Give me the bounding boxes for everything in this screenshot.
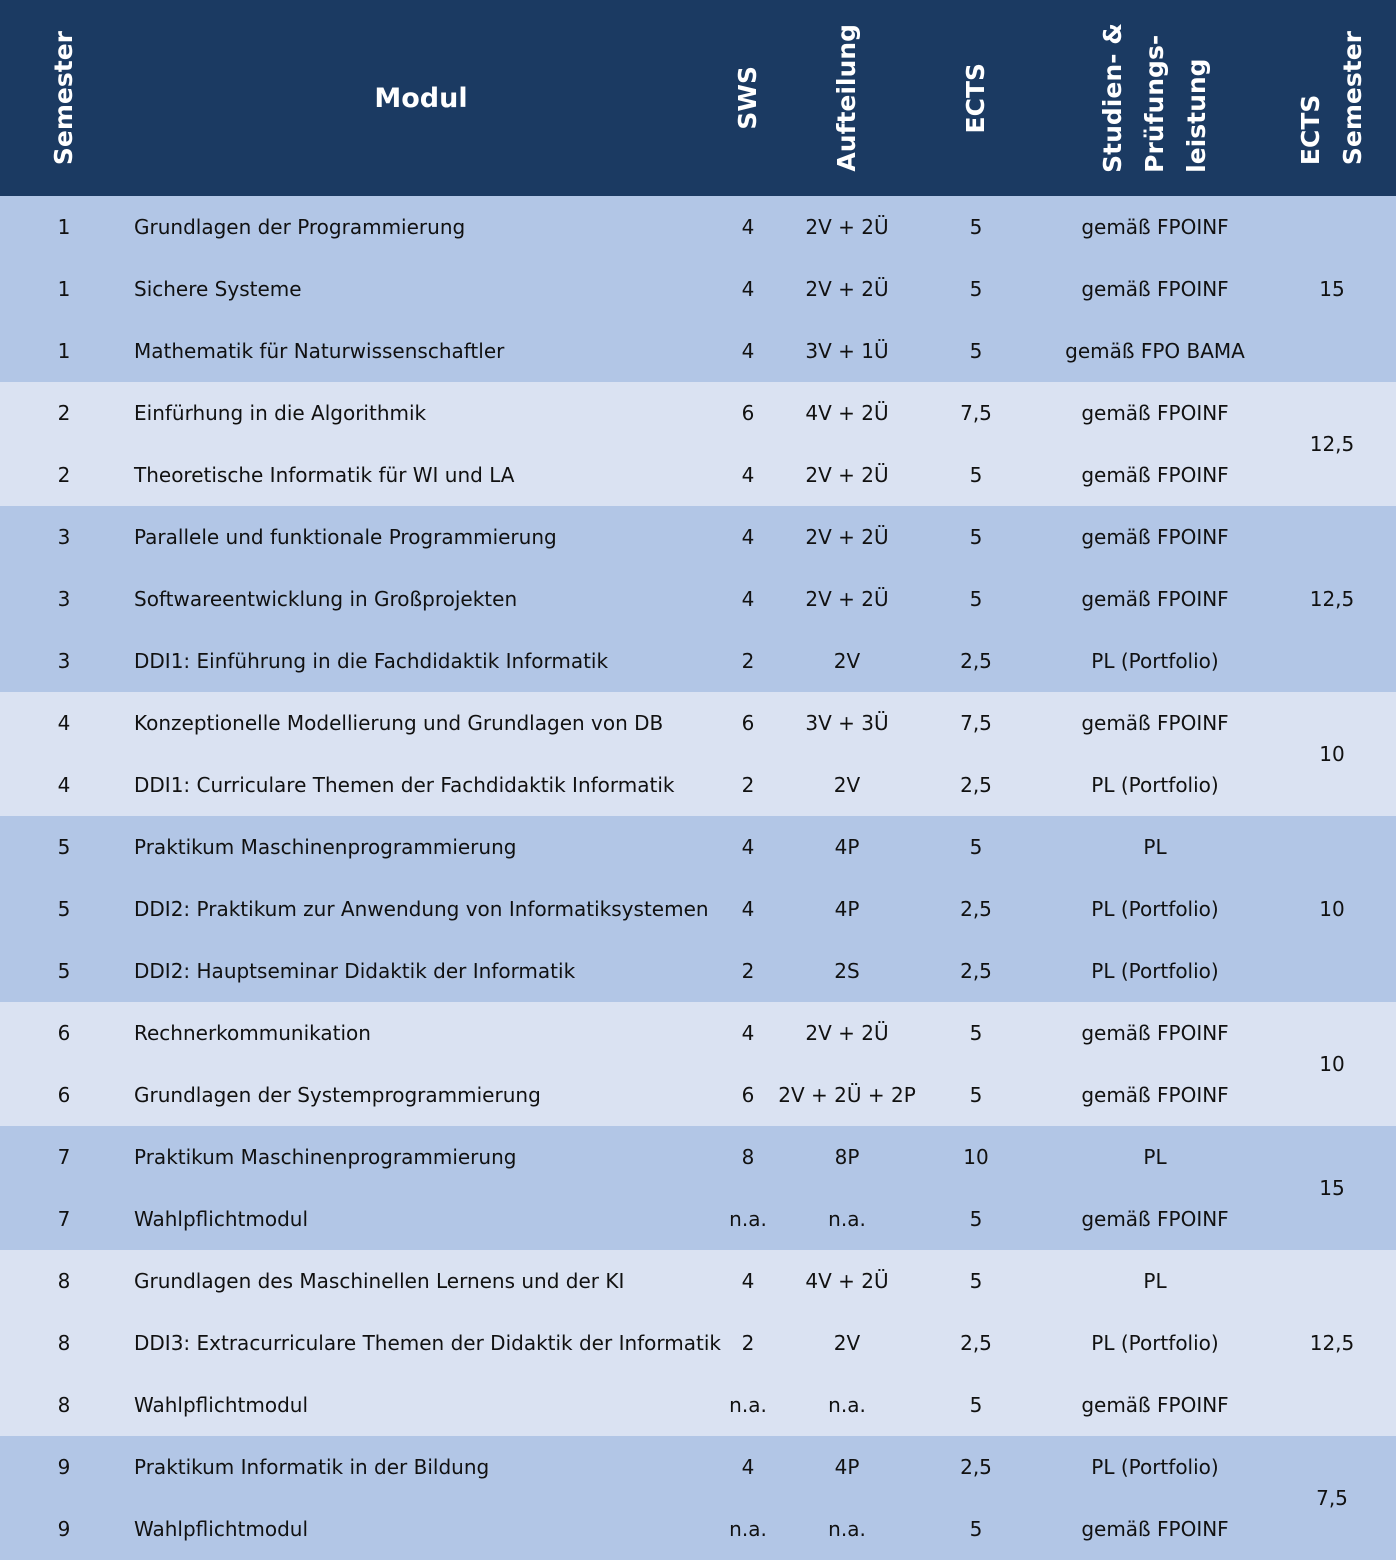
semester-cell: 9 [57,1455,71,1479]
semester-cell: 2 [57,463,71,487]
ects-cell: 7,5 [960,401,992,425]
leistung-cell: gemäß FPOINF [1081,525,1229,549]
sws-cell: 4 [741,277,755,301]
leistung-cell: PL [1143,835,1167,859]
semester-group [0,1250,1396,1436]
sws-cell: 6 [741,1083,755,1107]
semester-group [0,196,1396,382]
semester-cell: 6 [57,1083,71,1107]
ects-semester-cell: 15 [1319,1176,1345,1200]
header-semester [24,0,104,196]
header-aufteilung [772,0,922,196]
modul-cell: Einfürhung in die Algorithmik [134,401,427,425]
leistung-cell: gemäß FPOINF [1081,1021,1229,1045]
table-row [0,940,1396,1002]
modul-cell: Grundlagen der Programmierung [134,215,466,239]
ects-semester-cell: 12,5 [1309,587,1355,611]
sws-cell: 4 [741,525,755,549]
semester-group [0,1126,1396,1250]
table-row [0,754,1396,816]
ects-cell: 10 [963,1145,989,1169]
ects-semester-cell: 12,5 [1309,1331,1355,1355]
leistung-cell: PL [1143,1269,1167,1293]
table-row [0,382,1396,444]
table-row [0,1436,1396,1498]
aufteilung-cell: n.a. [828,1207,866,1231]
semester-cell: 1 [57,339,71,363]
semester-cell: 8 [57,1331,71,1355]
ects-semester-cell: 10 [1319,1052,1345,1076]
sws-cell: 2 [741,1331,755,1355]
ects-cell: 5 [969,1269,983,1293]
aufteilung-cell: 2V + 2Ü [805,525,889,549]
table-row [0,1064,1396,1126]
modul-cell: Sichere Systeme [134,277,302,301]
semester-cell: 3 [57,525,71,549]
leistung-cell: PL (Portfolio) [1091,959,1219,983]
modul-cell: Rechnerkommunikation [134,1021,371,1045]
table-row [0,1188,1396,1250]
sws-cell: n.a. [729,1207,767,1231]
semester-cell: 1 [57,277,71,301]
header-ects-semester-line2: Semester [1338,30,1367,166]
table-header [0,0,1396,196]
ects-cell: 5 [969,277,983,301]
aufteilung-cell: 2V + 2Ü [805,587,889,611]
ects-cell: 2,5 [960,649,992,673]
table-row [0,444,1396,506]
semester-cell: 5 [57,959,71,983]
sws-cell: 6 [741,401,755,425]
header-leistung-line3: leistung [1182,58,1211,173]
modul-cell: Grundlagen der Systemprogrammierung [134,1083,541,1107]
modul-cell: Wahlpflichtmodul [134,1517,308,1541]
ects-cell: 2,5 [960,1331,992,1355]
ects-cell: 5 [969,1021,983,1045]
semester-group [0,1436,1396,1560]
ects-cell: 5 [969,1393,983,1417]
table-row [0,1498,1396,1560]
leistung-cell: PL (Portfolio) [1091,773,1219,797]
aufteilung-cell: 4V + 2Ü [805,1269,889,1293]
ects-cell: 5 [969,215,983,239]
aufteilung-cell: 2V + 2Ü [805,1021,889,1045]
table-row [0,692,1396,754]
ects-cell: 5 [969,463,983,487]
leistung-cell: gemäß FPOINF [1081,277,1229,301]
ects-cell: 7,5 [960,711,992,735]
leistung-cell: gemäß FPOINF [1081,401,1229,425]
header-leistung-label [1092,23,1218,173]
semester-group [0,1002,1396,1126]
modul-cell: DDI1: Curriculare Themen der Fachdidaktik Informatik [134,773,675,797]
header-modul [134,0,708,196]
sws-cell: 4 [741,339,755,363]
leistung-cell: gemäß FPOINF [1081,711,1229,735]
sws-cell: 2 [741,649,755,673]
semester-cell: 8 [57,1393,71,1417]
table-row [0,196,1396,258]
ects-cell: 5 [969,525,983,549]
leistung-cell: gemäß FPOINF [1081,1517,1229,1541]
table-row [0,1374,1396,1436]
header-leistung-line1: Studien- & [1098,23,1127,173]
ects-cell: 5 [969,835,983,859]
semester-group [0,506,1396,692]
modul-cell: Praktikum Maschinenprogrammierung [134,1145,517,1169]
aufteilung-cell: 4V + 2Ü [805,401,889,425]
aufteilung-cell: n.a. [828,1517,866,1541]
aufteilung-cell: 2V + 2Ü [805,277,889,301]
modul-cell: Theoretische Informatik für WI und LA [134,463,515,487]
modul-cell: Praktikum Informatik in der Bildung [134,1455,490,1479]
semester-cell: 3 [57,649,71,673]
semester-cell: 4 [57,711,71,735]
semester-group [0,382,1396,506]
leistung-cell: PL (Portfolio) [1091,897,1219,921]
header-leistung [1040,0,1270,196]
table-row [0,1126,1396,1188]
sws-cell: 2 [741,773,755,797]
modul-cell: Wahlpflichtmodul [134,1393,308,1417]
semester-cell: 1 [57,215,71,239]
leistung-cell: PL (Portfolio) [1091,649,1219,673]
ects-cell: 2,5 [960,897,992,921]
modul-cell: Wahlpflichtmodul [134,1207,308,1231]
ects-cell: 5 [969,1083,983,1107]
ects-semester-cell: 12,5 [1309,432,1355,456]
table-row [0,568,1396,630]
modul-cell: Grundlagen des Maschinellen Lernens und der KI [134,1269,625,1293]
table-row [0,258,1396,320]
ects-cell: 2,5 [960,959,992,983]
aufteilung-cell: n.a. [828,1393,866,1417]
header-ects-label: ECTS [961,62,990,134]
ects-semester-cell: 10 [1319,742,1345,766]
sws-cell: n.a. [729,1393,767,1417]
semester-cell: 2 [57,401,71,425]
leistung-cell: gemäß FPOINF [1081,1083,1229,1107]
leistung-cell: gemäß FPO BAMA [1065,339,1245,363]
header-modul-label: Modul [374,82,468,114]
semester-cell: 9 [57,1517,71,1541]
sws-cell: 4 [741,215,755,239]
aufteilung-cell: 4P [834,835,860,859]
modul-cell: Softwareentwicklung in Großprojekten [134,587,518,611]
leistung-cell: gemäß FPOINF [1081,1207,1229,1231]
ects-cell: 2,5 [960,773,992,797]
sws-cell: 4 [741,1021,755,1045]
table-row [0,320,1396,382]
modul-cell: Mathematik für Naturwissenschaftler [134,339,505,363]
modul-cell: DDI2: Praktikum zur Anwendung von Informatiksystemen [134,897,709,921]
leistung-cell: PL (Portfolio) [1091,1331,1219,1355]
leistung-cell: PL [1143,1145,1167,1169]
semester-cell: 3 [57,587,71,611]
table-row [0,630,1396,692]
header-ects [926,0,1026,196]
header-leistung-line2: Prüfungs- [1140,34,1169,173]
modul-cell: DDI2: Hauptseminar Didaktik der Informatik [134,959,576,983]
ects-cell: 2,5 [960,1455,992,1479]
aufteilung-cell: 2V [833,1331,861,1355]
header-aufteilung-label: Aufteilung [832,24,861,172]
ects-semester-cell: 10 [1319,897,1345,921]
header-ects-semester-line1: ECTS [1296,94,1325,166]
semester-cell: 7 [57,1207,71,1231]
semester-cell: 6 [57,1021,71,1045]
ects-cell: 5 [969,1207,983,1231]
ects-semester-cell: 7,5 [1316,1486,1348,1510]
sws-cell: 4 [741,1269,755,1293]
aufteilung-cell: 3V + 3Ü [805,711,889,735]
leistung-cell: gemäß FPOINF [1081,1393,1229,1417]
semester-cell: 8 [57,1269,71,1293]
semester-cell: 4 [57,773,71,797]
sws-cell: n.a. [729,1517,767,1541]
semester-group [0,816,1396,1002]
modul-cell: Parallele und funktionale Programmierung [134,525,557,549]
sws-cell: 6 [741,711,755,735]
ects-cell: 5 [969,587,983,611]
semester-cell: 5 [57,897,71,921]
modul-cell: DDI3: Extracurriculare Themen der Didaktik der Informatik [134,1331,722,1355]
ects-cell: 5 [969,1517,983,1541]
leistung-cell: PL (Portfolio) [1091,1455,1219,1479]
semester-group [0,692,1396,816]
modul-cell: Konzeptionelle Modellierung und Grundlagen von DB [134,711,664,735]
header-sws-label: SWS [733,66,762,130]
ects-cell: 5 [969,339,983,363]
aufteilung-cell: 8P [834,1145,860,1169]
sws-cell: 4 [741,463,755,487]
leistung-cell: gemäß FPOINF [1081,463,1229,487]
sws-cell: 4 [741,897,755,921]
header-semester-label: Semester [49,30,78,166]
semester-cell: 7 [57,1145,71,1169]
table-row [0,816,1396,878]
table-row [0,1312,1396,1374]
leistung-cell: gemäß FPOINF [1081,215,1229,239]
modul-cell: DDI1: Einführung in die Fachdidaktik Informatik [134,649,609,673]
aufteilung-cell: 2V [833,649,861,673]
table-row [0,1002,1396,1064]
aufteilung-cell: 3V + 1Ü [805,339,889,363]
sws-cell: 4 [741,1455,755,1479]
aufteilung-cell: 2S [834,959,860,983]
leistung-cell: gemäß FPOINF [1081,587,1229,611]
semester-cell: 5 [57,835,71,859]
sws-cell: 4 [741,587,755,611]
table-row [0,878,1396,940]
aufteilung-cell: 2V + 2Ü [805,463,889,487]
aufteilung-cell: 2V [833,773,861,797]
table-row [0,506,1396,568]
table-row [0,1250,1396,1312]
aufteilung-cell: 4P [834,897,860,921]
aufteilung-cell: 2V + 2Ü + 2P [778,1083,916,1107]
modul-cell: Praktikum Maschinenprogrammierung [134,835,517,859]
ects-semester-cell: 15 [1319,277,1345,301]
header-ects-semester [1282,0,1382,196]
aufteilung-cell: 2V + 2Ü [805,215,889,239]
header-ects-semester-label [1290,31,1374,165]
sws-cell: 4 [741,835,755,859]
sws-cell: 2 [741,959,755,983]
aufteilung-cell: 4P [834,1455,860,1479]
sws-cell: 8 [741,1145,755,1169]
